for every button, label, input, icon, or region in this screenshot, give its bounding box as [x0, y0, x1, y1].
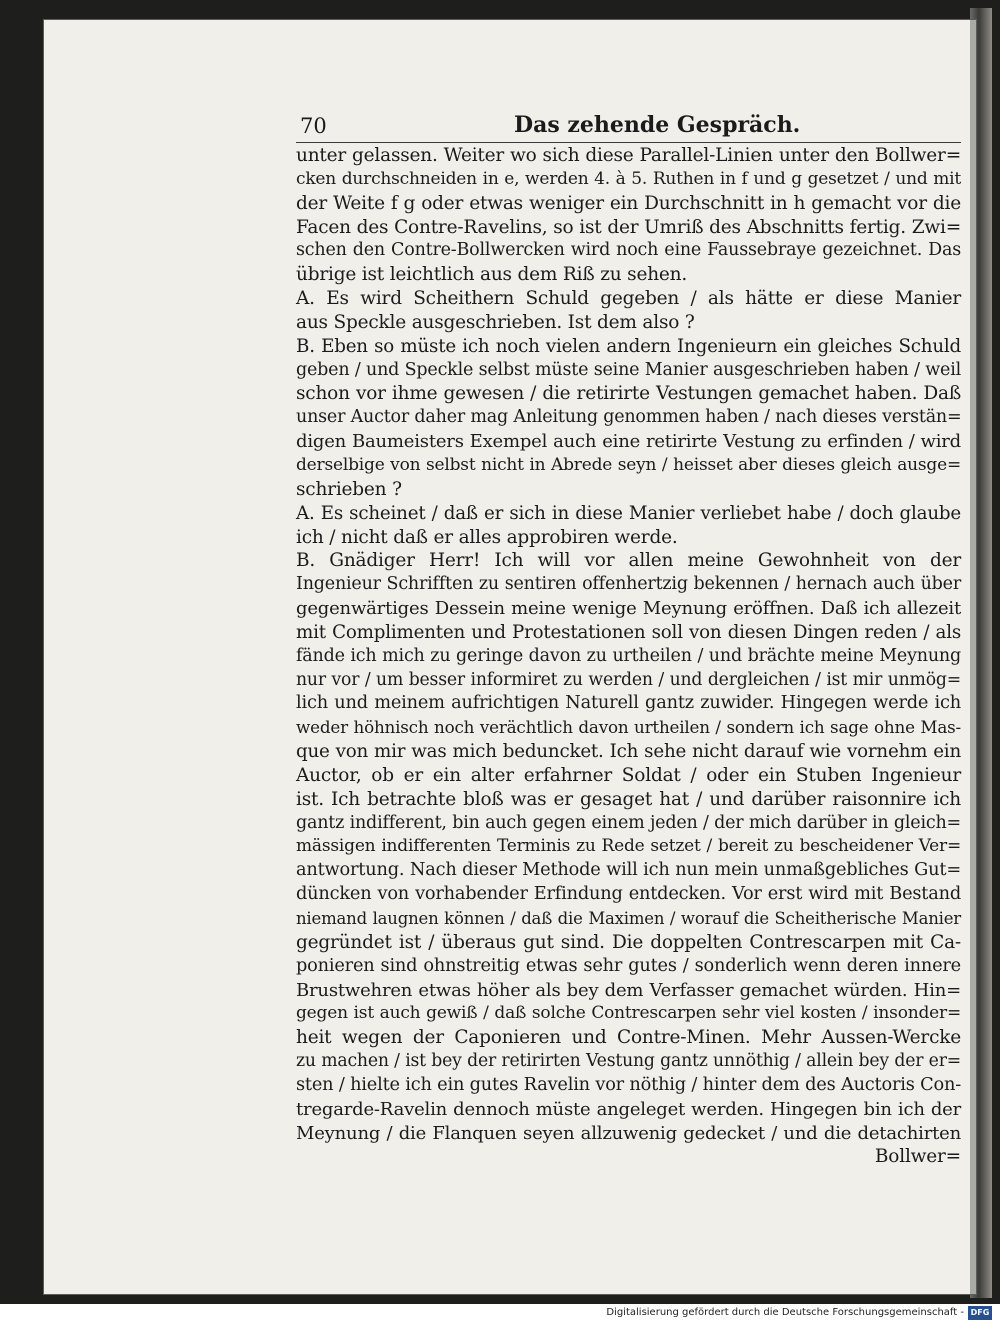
text-line: unter gelassen. Weiter wo sich diese Parallel-Linien unter den Bollwer= — [296, 145, 961, 166]
text-line: ist. Ich betrachte bloß was er gesaget hat / und darüber raisonnire ich — [296, 788, 961, 810]
text-line: aus Speckle ausgeschrieben. Ist dem also ? — [296, 311, 695, 333]
text-line: gegründet ist / überaus gut sind. Die doppelten Contrescarpen mit Ca- — [296, 931, 961, 953]
text-line: Ingenieur Schrifften zu sentiren offenhertzig bekennen / hernach auch über — [296, 574, 961, 595]
text-line: tregarde-Ravelin dennoch müste angeleget werden. Hingegen bin ich der — [296, 1098, 961, 1120]
running-title: Das zehende Gespräch. — [514, 112, 801, 138]
text-line: mässigen indifferenten Terminis zu Rede setzet / bereit zu bescheidener Ver= — [296, 836, 961, 857]
text-line: weder höhnisch noch verächtlich davon urtheilen / sondern ich sage ohne Mas- — [296, 717, 961, 738]
text-line: niemand laugnen können / daß die Maximen / worauf die Scheitherische Manier — [296, 909, 961, 928]
text-line: ponieren sind ohnstreitig etwas sehr gutes / sonderlich wenn deren innere — [296, 955, 961, 976]
text-line: gantz indifferent, bin auch gegen einem jeden / der mich darüber in gleich= — [296, 812, 961, 833]
text-line: cken durchschneiden in e, werden 4. à 5. Ruthen in f und g gesetzet / und mit — [296, 168, 961, 189]
text-line: Facen des Contre-Ravelins, so ist der Umriß des Abschnitts fertig. Zwi= — [296, 216, 961, 238]
text-line: A. Es scheinet / daß er sich in diese Manier verliebet habe / doch glaube — [296, 502, 961, 524]
text-line: mit Complimenten und Protestationen soll von diesen Dingen reden / als — [296, 621, 961, 643]
text-line: Brustwehren etwas höher als bey dem Verfasser gemachet würden. Hin= — [296, 979, 961, 1001]
text-line: gegenwärtiges Dessein meine wenige Meynung eröffnen. Daß ich allezeit — [296, 598, 961, 620]
footer-bar — [0, 1304, 1000, 1324]
text-line: digen Baumeisters Exempel auch eine retirirte Vestung zu erfinden / wird — [296, 431, 961, 453]
text-line: heit wegen der Caponieren und Contre-Minen. Mehr Aussen-Wercke — [296, 1027, 961, 1049]
page-number: 70 — [300, 114, 327, 138]
text-line: geben / und Speckle selbst müste seine Manier ausgeschrieben haben / weil — [296, 359, 961, 380]
text-line: schrieben ? — [296, 478, 402, 500]
text-line: lich und meinem aufrichtigen Naturell gantz zuwider. Hingegen werde ich — [296, 693, 961, 714]
text-line: B. Gnädiger Herr! Ich will vor allen meine Gewohnheit von der — [296, 550, 961, 572]
header-rule — [296, 142, 961, 143]
dfg-logo: DFG — [968, 1306, 992, 1320]
text-line: fände ich mich zu geringe davon zu urtheilen / und brächte meine Meynung — [296, 645, 961, 666]
text-line: schon vor ihme gewesen / die retirirte Vestungen gemachet haben. Daß — [296, 383, 961, 405]
text-line: unser Auctor daher mag Anleitung genommen haben / nach dieses verstän= — [296, 407, 962, 428]
body-text — [296, 144, 961, 1169]
page-header — [296, 110, 961, 144]
text-block — [296, 110, 961, 1169]
text-line: que von mir was mich beduncket. Ich sehe nicht darauf wie vornehm ein — [296, 741, 961, 763]
text-line: der Weite f g oder etwas weniger ein Durchschnitt in h gemacht vor die — [296, 192, 961, 214]
text-line: übrige ist leichtlich aus dem Riß zu sehen. — [296, 264, 688, 286]
footer-credit: Digitalisierung gefördert durch die Deutsche Forschungsgemeinschaft - — [606, 1307, 964, 1318]
text-line: Bollwer= — [874, 1146, 961, 1168]
text-line: B. Eben so müste ich noch vielen andern Ingenieurn ein gleiches Schuld — [296, 335, 961, 357]
text-line: derselbige von selbst nicht in Abrede seyn / heisset aber dieses gleich ausge= — [296, 454, 961, 475]
text-line: Auctor, ob er ein alter erfahrner Soldat / oder ein Stuben Ingenieur — [296, 764, 961, 786]
text-line: ich / nicht daß er alles approbiren werde. — [296, 526, 678, 548]
text-line: antwortung. Nach dieser Methode will ich nun mein unmaßgebliches Gut= — [296, 860, 961, 881]
text-line: nur vor / um besser informiret zu werden / und dergleichen / ist mir unmög= — [296, 669, 961, 690]
text-line: schen den Contre-Bollwercken wird noch eine Faussebraye gezeichnet. Das — [296, 240, 961, 261]
text-line: Meynung / die Flanquen seyen allzuwenig gedecket / und die detachirten — [296, 1122, 961, 1144]
text-line: sten / hielte ich ein gutes Ravelin vor nöthig / hinter dem des Auctoris Con- — [296, 1074, 961, 1095]
text-line: gegen ist auch gewiß / daß solche Contrescarpen sehr viel kosten / insonder= — [296, 1003, 961, 1024]
text-line: zu machen / ist bey der retirirten Vestung gantz unnöthig / allein bey der er= — [296, 1051, 961, 1072]
text-line: A. Es wird Scheithern Schuld gegeben / als hätte er diese Manier — [296, 288, 961, 310]
text-line: düncken von vorhabender Erfindung entdecken. Vor erst wird mit Bestand — [296, 884, 961, 905]
